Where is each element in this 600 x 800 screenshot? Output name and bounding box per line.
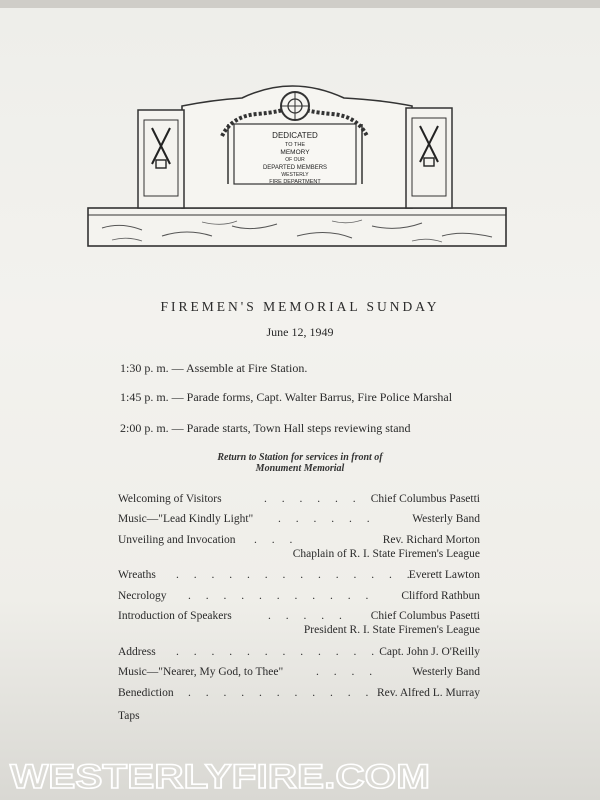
inscription-line: FIRE DEPARTMENT xyxy=(269,179,321,185)
leader-dots: . . . . . . . . . . . . xyxy=(176,646,381,658)
schedule-item: 1:45 p. m. — Parade forms, Capt. Walter Barrus, Fire Police Marshal xyxy=(120,390,453,404)
inscription-line: DEPARTED MEMBERS xyxy=(262,165,328,171)
program-item-person: Rev. Alfred L. Murray xyxy=(376,687,480,699)
leader-dots: . . . . . . xyxy=(264,493,362,505)
program-item-person: Capt. John J. O'Reilly xyxy=(379,646,480,658)
leader-dots: . . . . . . . . . . . . . . xyxy=(176,569,416,581)
page-title: FIREMEN'S MEMORIAL SUNDAY xyxy=(160,299,440,314)
leader-dots: . . . . . . . . . . . xyxy=(188,687,375,699)
program-item-label: Address xyxy=(118,646,156,658)
leader-dots: . . . . . xyxy=(268,610,348,622)
program-item-label: Welcoming of Visitors xyxy=(118,493,222,505)
leader-dots: . . . . xyxy=(316,666,379,678)
program-item xyxy=(118,710,480,726)
program-item xyxy=(118,534,480,560)
program-item-label: Music—"Lead Kindly Light" xyxy=(118,513,254,525)
site-watermark xyxy=(0,756,450,796)
program-item-person: Clifford Rathbun xyxy=(401,590,480,602)
program-item xyxy=(118,513,480,529)
program-item-person: Chief Columbus Pasetti xyxy=(370,493,480,505)
service-note: Monument Memorial xyxy=(255,463,345,474)
program-item-label: Wreaths xyxy=(118,569,156,581)
inscription-line: MEMORY xyxy=(280,149,310,156)
schedule-item: 2:00 p. m. — Parade starts, Town Hall steps reviewing stand xyxy=(120,421,411,435)
program-item-label: Benediction xyxy=(118,687,174,699)
program-item-title: Chaplain of R. I. State Firemen's League xyxy=(292,548,480,560)
program-item xyxy=(118,590,480,606)
program-item-label: Taps xyxy=(118,710,140,722)
schedule-item: 1:30 p. m. — Assemble at Fire Station. xyxy=(120,361,308,375)
program-item-person: Westerly Band xyxy=(412,666,480,678)
program-item xyxy=(118,687,480,703)
program-item xyxy=(118,569,480,585)
inscription-line: OF OUR xyxy=(285,157,305,163)
program-item-label: Necrology xyxy=(118,590,167,602)
monument-illustration xyxy=(82,76,512,252)
program-item xyxy=(118,646,480,662)
program-item-person: Everett Lawton xyxy=(408,569,480,581)
inscription-line: WESTERLY xyxy=(281,172,309,178)
inscription-line: DEDICATED xyxy=(272,131,318,140)
program-date: June 12, 1949 xyxy=(266,325,334,339)
inscription-line: TO THE xyxy=(285,142,305,148)
program-item-person: Rev. Richard Morton xyxy=(382,534,480,546)
leader-dots: . . . . . . . . . . . xyxy=(188,590,375,602)
program-item-person: Westerly Band xyxy=(412,513,480,525)
program-item xyxy=(118,493,480,509)
watermark-text: WESTERLYFIRE.COM xyxy=(10,758,431,796)
service-note: Return to Station for services in front of xyxy=(217,452,383,463)
program-item xyxy=(118,610,480,636)
leader-dots: . . . . . . xyxy=(278,513,376,525)
program-item xyxy=(118,666,480,682)
program-item-label: Unveiling and Invocation xyxy=(118,534,236,546)
program-item-label: Music—"Nearer, My God, to Thee" xyxy=(118,666,284,678)
program-item-person: Chief Columbus Pasetti xyxy=(370,610,480,622)
program-item-title: President R. I. State Firemen's League xyxy=(303,624,480,636)
leader-dots: . . . xyxy=(254,534,299,546)
program-item-label: Introduction of Speakers xyxy=(118,610,232,622)
